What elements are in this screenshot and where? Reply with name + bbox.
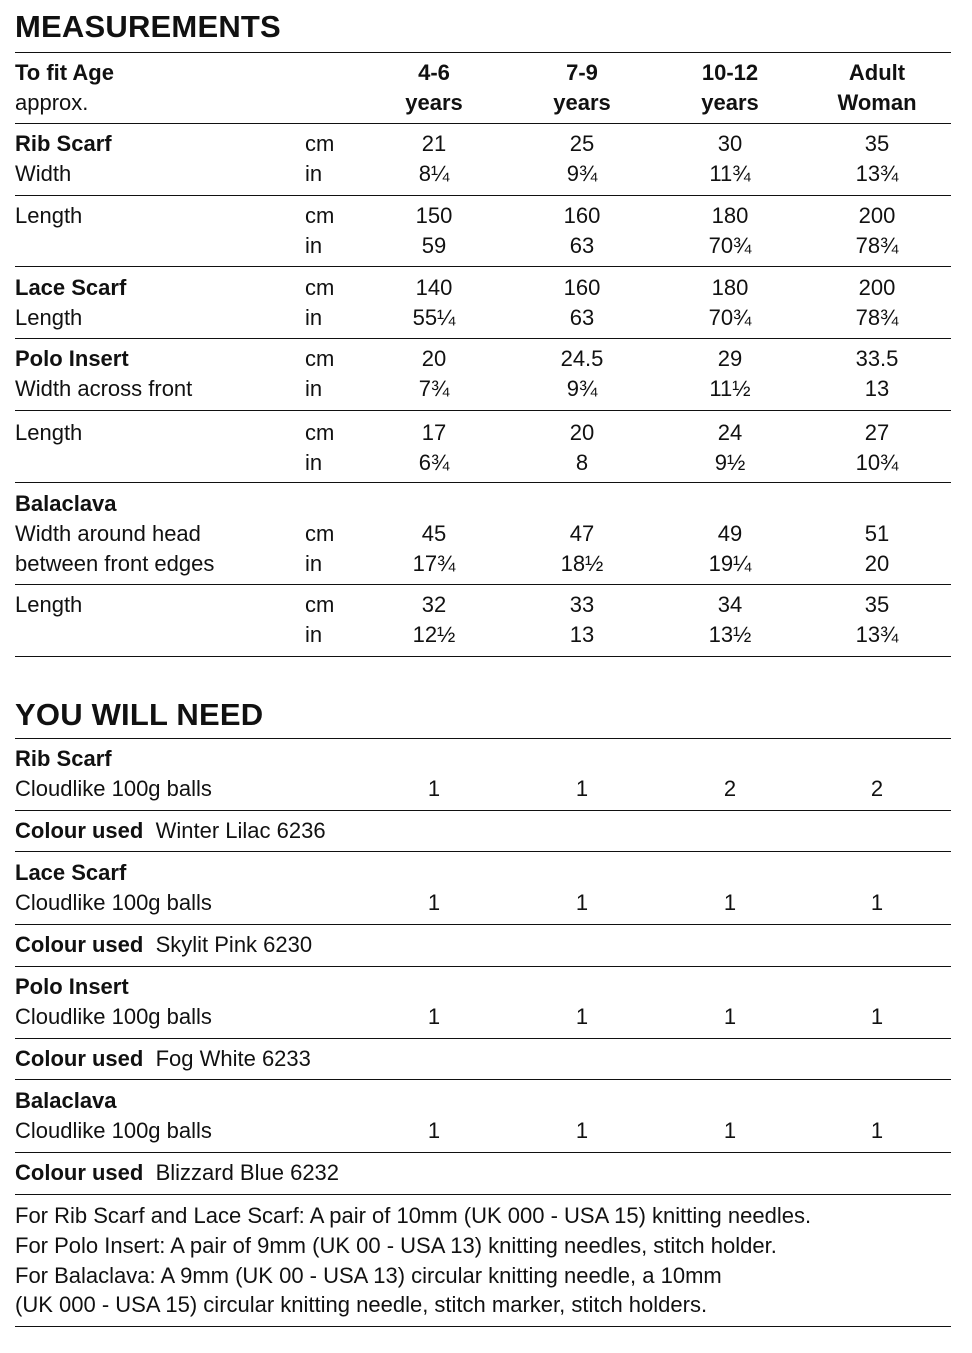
item-name: Polo Insert	[15, 974, 129, 999]
value-cell: 35	[864, 592, 890, 617]
unit-label: cm	[305, 275, 335, 300]
row-label: Length	[15, 592, 83, 617]
value-cell: 70¾	[708, 233, 752, 258]
divider	[15, 851, 951, 852]
ball-count: 2	[870, 776, 884, 801]
value-cell: 9¾	[566, 161, 598, 186]
row-label: Width across front	[15, 376, 193, 401]
value-cell: 8	[575, 450, 589, 475]
needles-note: For Polo Insert: A pair of 9mm (UK 00 - USA 13) knitting needles, stitch holder.	[15, 1233, 777, 1258]
size-column-header: years	[553, 90, 611, 115]
value-cell: 25	[569, 131, 595, 156]
size-column-header: Adult	[848, 60, 906, 85]
unit-label: in	[305, 305, 323, 330]
value-cell: 13	[864, 376, 890, 401]
value-cell: 6¾	[418, 450, 450, 475]
value-cell: 200	[858, 275, 896, 300]
colour-value: Fog White 6233	[155, 1046, 311, 1071]
unit-label: cm	[305, 521, 335, 546]
ball-count: 1	[575, 776, 589, 801]
divider	[15, 410, 951, 411]
row-label: Length	[15, 305, 83, 330]
size-column-header: 7-9	[566, 60, 598, 85]
unit-label: in	[305, 622, 323, 647]
value-cell: 7¾	[418, 376, 450, 401]
colour-used-row	[15, 1158, 339, 1188]
row-label: Length	[15, 420, 83, 445]
divider	[15, 1079, 951, 1080]
row-label: Balaclava	[15, 491, 117, 516]
value-cell: 150	[415, 203, 453, 228]
divider	[15, 1326, 951, 1327]
size-column-header: years	[405, 90, 463, 115]
colour-used-label: Colour used	[15, 818, 144, 843]
item-name: Balaclava	[15, 1088, 117, 1113]
ball-count: 1	[870, 1004, 884, 1029]
value-cell: 13	[569, 622, 595, 647]
value-cell: 27	[864, 420, 890, 445]
value-cell: 20	[421, 346, 447, 371]
divider	[15, 924, 951, 925]
value-cell: 32	[421, 592, 447, 617]
divider	[15, 1152, 951, 1153]
colour-value: Blizzard Blue 6232	[155, 1160, 340, 1185]
divider	[15, 266, 951, 267]
you-will-need-title: YOU WILL NEED	[15, 697, 264, 732]
value-cell: 55¼	[412, 305, 456, 330]
value-cell: 9¾	[566, 376, 598, 401]
item-name: Rib Scarf	[15, 746, 112, 771]
unit-label: cm	[305, 592, 335, 617]
yarn-label: Cloudlike 100g balls	[15, 1004, 212, 1029]
row-label: Length	[15, 203, 83, 228]
value-cell: 34	[717, 592, 743, 617]
size-column-header: Woman	[837, 90, 917, 115]
value-cell: 33	[569, 592, 595, 617]
size-column-header: years	[701, 90, 759, 115]
ball-count: 1	[723, 890, 737, 915]
value-cell: 200	[858, 203, 896, 228]
value-cell: 33.5	[855, 346, 899, 371]
ball-count: 1	[870, 890, 884, 915]
row-label: Lace Scarf	[15, 275, 127, 300]
divider	[15, 123, 951, 124]
header-label-approx: approx.	[15, 90, 89, 115]
value-cell: 24	[717, 420, 743, 445]
value-cell: 45	[421, 521, 447, 546]
row-label: Polo Insert	[15, 346, 129, 371]
ball-count: 1	[723, 1004, 737, 1029]
value-cell: 11½	[709, 376, 751, 401]
size-column-header: 10-12	[701, 60, 759, 85]
value-cell: 13¾	[855, 622, 899, 647]
unit-label: cm	[305, 346, 335, 371]
value-cell: 20	[569, 420, 595, 445]
divider	[15, 482, 951, 483]
value-cell: 18½	[560, 551, 604, 576]
ball-count: 1	[427, 1004, 441, 1029]
value-cell: 51	[864, 521, 890, 546]
ball-count: 1	[427, 1118, 441, 1143]
value-cell: 160	[563, 203, 601, 228]
measurements-title: MEASUREMENTS	[15, 9, 281, 44]
colour-used-label: Colour used	[15, 932, 144, 957]
colour-value: Winter Lilac 6236	[155, 818, 326, 843]
colour-used-row	[15, 816, 326, 846]
colour-used-row	[15, 1044, 311, 1074]
value-cell: 63	[569, 233, 595, 258]
value-cell: 140	[415, 275, 453, 300]
ball-count: 1	[575, 1118, 589, 1143]
divider	[15, 1194, 951, 1195]
divider	[15, 966, 951, 967]
needles-note: For Rib Scarf and Lace Scarf: A pair of 10mm (UK 000 - USA 15) knitting needles.	[15, 1203, 812, 1228]
value-cell: 17¾	[412, 551, 456, 576]
value-cell: 13½	[708, 622, 752, 647]
unit-label: in	[305, 376, 323, 401]
value-cell: 19¼	[708, 551, 752, 576]
value-cell: 10¾	[855, 450, 899, 475]
item-name: Lace Scarf	[15, 860, 127, 885]
row-label: Width	[15, 161, 72, 186]
header-label: To fit Age	[15, 60, 114, 85]
divider	[15, 195, 951, 196]
value-cell: 70¾	[708, 305, 752, 330]
unit-label: in	[305, 551, 323, 576]
row-label: Rib Scarf	[15, 131, 112, 156]
divider	[15, 810, 951, 811]
ball-count: 1	[427, 890, 441, 915]
divider	[15, 738, 951, 739]
value-cell: 21	[421, 131, 447, 156]
colour-used-label: Colour used	[15, 1046, 144, 1071]
ball-count: 2	[723, 776, 737, 801]
divider	[15, 338, 951, 339]
ball-count: 1	[427, 776, 441, 801]
yarn-label: Cloudlike 100g balls	[15, 890, 212, 915]
value-cell: 78¾	[855, 233, 899, 258]
value-cell: 63	[569, 305, 595, 330]
value-cell: 78¾	[855, 305, 899, 330]
unit-label: in	[305, 450, 323, 475]
divider	[15, 584, 951, 585]
value-cell: 160	[563, 275, 601, 300]
colour-used-row	[15, 930, 312, 960]
ball-count: 1	[575, 1004, 589, 1029]
row-label: between front edges	[15, 551, 215, 576]
unit-label: in	[305, 233, 323, 258]
colour-value: Skylit Pink 6230	[155, 932, 313, 957]
unit-label: cm	[305, 131, 335, 156]
yarn-label: Cloudlike 100g balls	[15, 776, 212, 801]
value-cell: 11¾	[709, 161, 751, 186]
value-cell: 20	[864, 551, 890, 576]
divider	[15, 1038, 951, 1039]
row-label: Width around head	[15, 521, 201, 546]
value-cell: 24.5	[560, 346, 604, 371]
value-cell: 29	[717, 346, 743, 371]
value-cell: 47	[569, 521, 595, 546]
ball-count: 1	[870, 1118, 884, 1143]
needles-note: For Balaclava: A 9mm (UK 00 - USA 13) circular knitting needle, a 10mm	[15, 1263, 722, 1288]
value-cell: 30	[717, 131, 743, 156]
ball-count: 1	[723, 1118, 737, 1143]
value-cell: 17	[421, 420, 447, 445]
value-cell: 12½	[412, 622, 456, 647]
ball-count: 1	[575, 890, 589, 915]
divider	[15, 656, 951, 657]
unit-label: cm	[305, 203, 335, 228]
value-cell: 49	[717, 521, 743, 546]
value-cell: 59	[421, 233, 447, 258]
value-cell: 180	[711, 275, 749, 300]
divider	[15, 52, 951, 53]
needles-note: (UK 000 - USA 15) circular knitting needle, stitch marker, stitch holders.	[15, 1292, 708, 1317]
yarn-label: Cloudlike 100g balls	[15, 1118, 212, 1143]
colour-used-label: Colour used	[15, 1160, 144, 1185]
value-cell: 8¼	[418, 161, 450, 186]
unit-label: cm	[305, 420, 335, 445]
value-cell: 35	[864, 131, 890, 156]
value-cell: 9½	[714, 450, 746, 475]
value-cell: 13¾	[855, 161, 899, 186]
unit-label: in	[305, 161, 323, 186]
value-cell: 180	[711, 203, 749, 228]
size-column-header: 4-6	[418, 60, 450, 85]
